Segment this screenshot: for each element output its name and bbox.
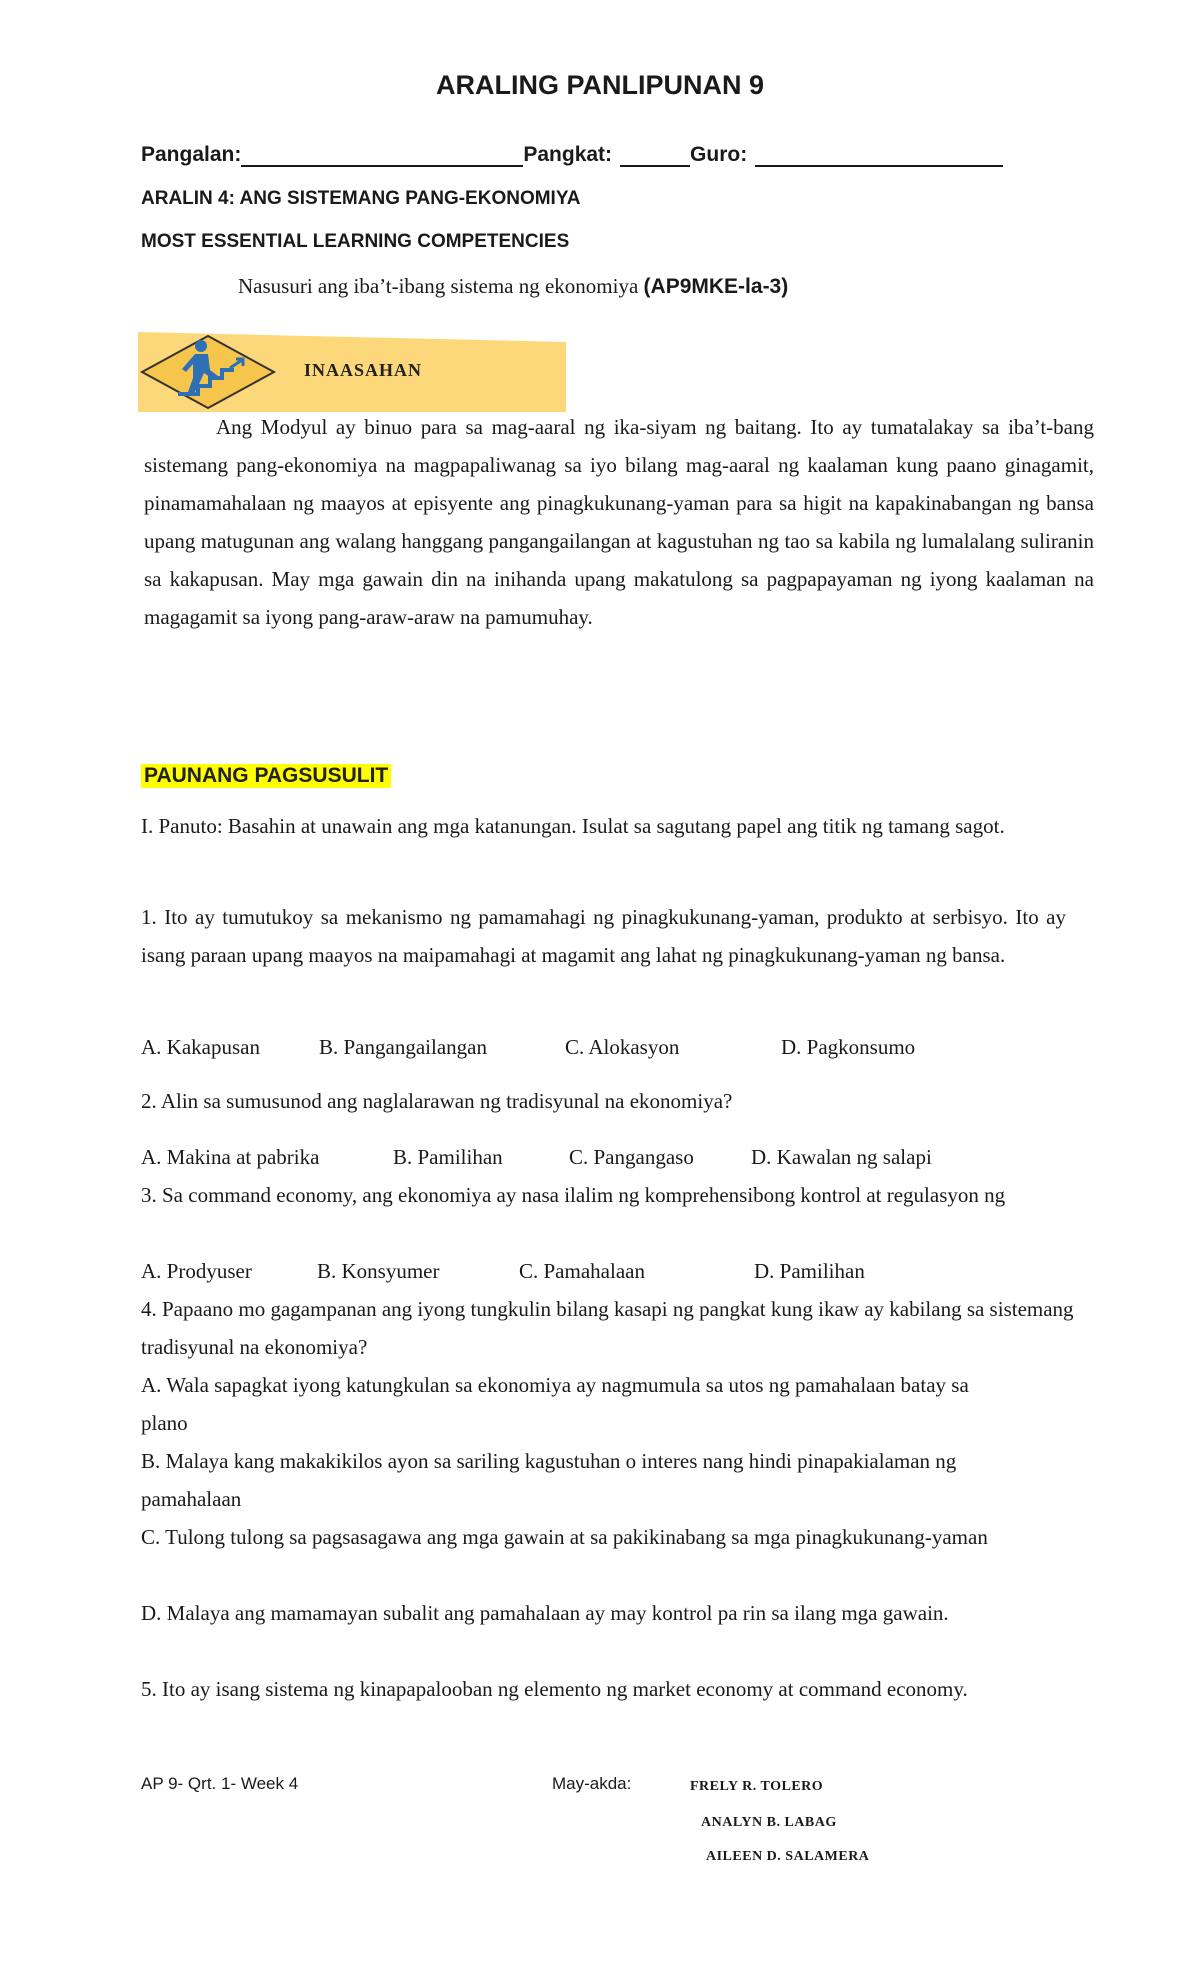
q1-choice-c[interactable]: C. Alokasyon xyxy=(565,1035,680,1059)
q3-choice-d[interactable]: D. Pamilihan xyxy=(754,1259,865,1283)
author-1: FRELY R. TOLERO xyxy=(690,1779,824,1794)
q2-choice-c[interactable]: C. Pangangaso xyxy=(569,1145,694,1169)
q1-choice-d[interactable]: D. Pagkonsumo xyxy=(781,1035,916,1059)
guro-blank[interactable] xyxy=(755,145,1003,167)
q1-choice-b[interactable]: B. Pangangailangan xyxy=(319,1035,487,1059)
pangalan-blank[interactable] xyxy=(241,145,523,167)
footer-may-akda-label: May-akda: xyxy=(552,1774,632,1793)
melc-statement xyxy=(238,274,788,299)
melc-heading: MOST ESSENTIAL LEARNING COMPETENCIES xyxy=(141,231,570,252)
question-5: 5. Ito ay isang sistema ng kinapapalooban ng elemento ng market economy at command economy. xyxy=(141,1677,968,1701)
q4-choice-d[interactable]: D. Malaya ang mamamayan subalit ang pamahalaan ay may kontrol pa rin sa ilang mga gawain. xyxy=(141,1601,949,1625)
footer-course-info: AP 9- Qrt. 1- Week 4 xyxy=(141,1774,299,1793)
pangkat-blank[interactable] xyxy=(620,145,690,167)
q2-choice-b[interactable]: B. Pamilihan xyxy=(393,1145,503,1169)
q4-choice-b[interactable]: B. Malaya kang makakikilos ayon sa sariling kagustuhan o interes nang hindi pinapakialaman ng pamahalaan xyxy=(141,1449,957,1511)
q3-choice-b[interactable]: B. Konsyumer xyxy=(317,1259,440,1283)
inaasahan-paragraph: Ang Modyul ay binuo para sa mag-aaral ng ika-siyam ng baitang. Ito ay tumatalakay sa iba’t-bang sistemang pang-ekonomiya na magpapaliwanag sa iyo bilang mag-aaral ng kaalaman kung paano ginagamit, pinamamahalaan ng maayos at episyente ang pinagkukunang-yaman para sa higit na kapakinabangan ng bansa upang matugunan ang walang hanggang pangangailangan at kagustuhan ng tao sa kabila ng lumalalang suliranin sa kakapusan. May mga gawain din na inihanda upang makatulong sa pagpapayaman ng iyong kaalaman na magagamit sa iyong pang-araw-araw na pamumuhay. xyxy=(144,415,1094,629)
question-1: 1. Ito ay tumutukoy sa mekanismo ng pamamahagi ng pinagkukunang-yaman, produkto at serbisyo. Ito ay isang paraan upang maayos na maipamahagi at magamit ang lahat ng pinagkukunang-yaman ng bansa. xyxy=(141,905,1066,967)
author-3: AILEEN D. SALAMERA xyxy=(706,1849,870,1864)
q2-choice-a[interactable]: A. Makina at pabrika xyxy=(141,1145,320,1169)
q3-choice-c[interactable]: C. Pamahalaan xyxy=(519,1259,645,1283)
q1-choice-a[interactable]: A. Kakapusan xyxy=(141,1035,260,1059)
melc-code: (AP9MKE-la-3) xyxy=(643,275,789,298)
aralin-heading: ARALIN 4: ANG SISTEMANG PANG-EKONOMIYA xyxy=(141,188,581,209)
q4-choice-a[interactable]: A. Wala sapagkat iyong katungkulan sa ekonomiya ay nagmumula sa utos ng pamahalaan batay sa plano xyxy=(141,1373,969,1435)
melc-text: Nasusuri ang iba’t-ibang sistema ng ekonomiya xyxy=(238,274,639,298)
pangalan-label: Pangalan: xyxy=(141,143,242,166)
q3-choice-a[interactable]: A. Prodyuser xyxy=(141,1259,252,1283)
question-3-choices xyxy=(141,1252,1101,1290)
question-2: 2. Alin sa sumusunod ang naglalarawan ng tradisyunal na ekonomiya? xyxy=(141,1089,733,1113)
question-2-choices xyxy=(141,1138,1101,1176)
pangkat-label: Pangkat: xyxy=(523,143,613,166)
author-2: ANALYN B. LABAG xyxy=(701,1815,837,1830)
q4-choice-c[interactable]: C. Tulong tulong sa pagsasagawa ang mga gawain at sa pakikinabang sa mga pinagkukunang-yaman xyxy=(141,1525,988,1549)
page-title: ARALING PANLIPUNAN 9 xyxy=(435,70,764,100)
guro-label: Guro: xyxy=(690,143,748,166)
student-info-line xyxy=(141,143,1003,167)
panuto-text: I. Panuto: Basahin at unawain ang mga katanungan. Isulat sa sagutang papel ang titik ng tamang sagot. xyxy=(141,814,1005,838)
question-3: 3. Sa command economy, ang ekonomiya ay nasa ilalim ng komprehensibong kontrol at regulasyon ng xyxy=(141,1183,1006,1207)
question-1-choices xyxy=(141,1028,1101,1066)
paunang-pagsusulit-heading: PAUNANG PAGSUSULIT xyxy=(141,764,391,788)
question-4: 4. Papaano mo gagampanan ang iyong tungkulin bilang kasapi ng pangkat kung ikaw ay kabilang sa sistemang tradisyunal na ekonomiya? xyxy=(141,1297,1074,1359)
inaasahan-label: INAASAHAN xyxy=(304,360,423,380)
q2-choice-d[interactable]: D. Kawalan ng salapi xyxy=(751,1145,932,1169)
